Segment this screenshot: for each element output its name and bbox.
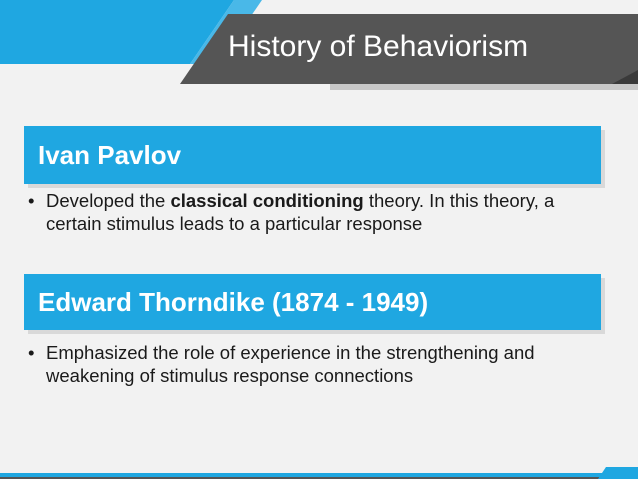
section-2-bullet xyxy=(26,341,586,387)
section-1-heading: Ivan Pavlov xyxy=(24,126,601,184)
bullet-text-bold: classical conditioning xyxy=(170,190,364,211)
bottom-blue-stripe xyxy=(0,473,620,477)
section-2-heading: Edward Thorndike (1874 - 1949) xyxy=(24,274,601,330)
section-1-bullets xyxy=(26,189,586,235)
bullet-text: Emphasized the role of experience in the strengthening and weakening of stimulus response connections xyxy=(46,342,535,386)
slide-title: History of Behaviorism xyxy=(228,30,529,63)
bottom-decoration xyxy=(0,465,638,479)
bullet-text-end: theory. In this theory, a certain stimulus leads to a particular response xyxy=(46,190,555,234)
bullet-dot: • xyxy=(28,342,35,363)
bottom-blue-tip xyxy=(598,467,638,479)
bullet-text-start: Developed the xyxy=(46,190,171,211)
section-2-bullets xyxy=(26,341,586,387)
section-1-bullet xyxy=(26,189,586,235)
bullet-dot: • xyxy=(28,190,35,211)
